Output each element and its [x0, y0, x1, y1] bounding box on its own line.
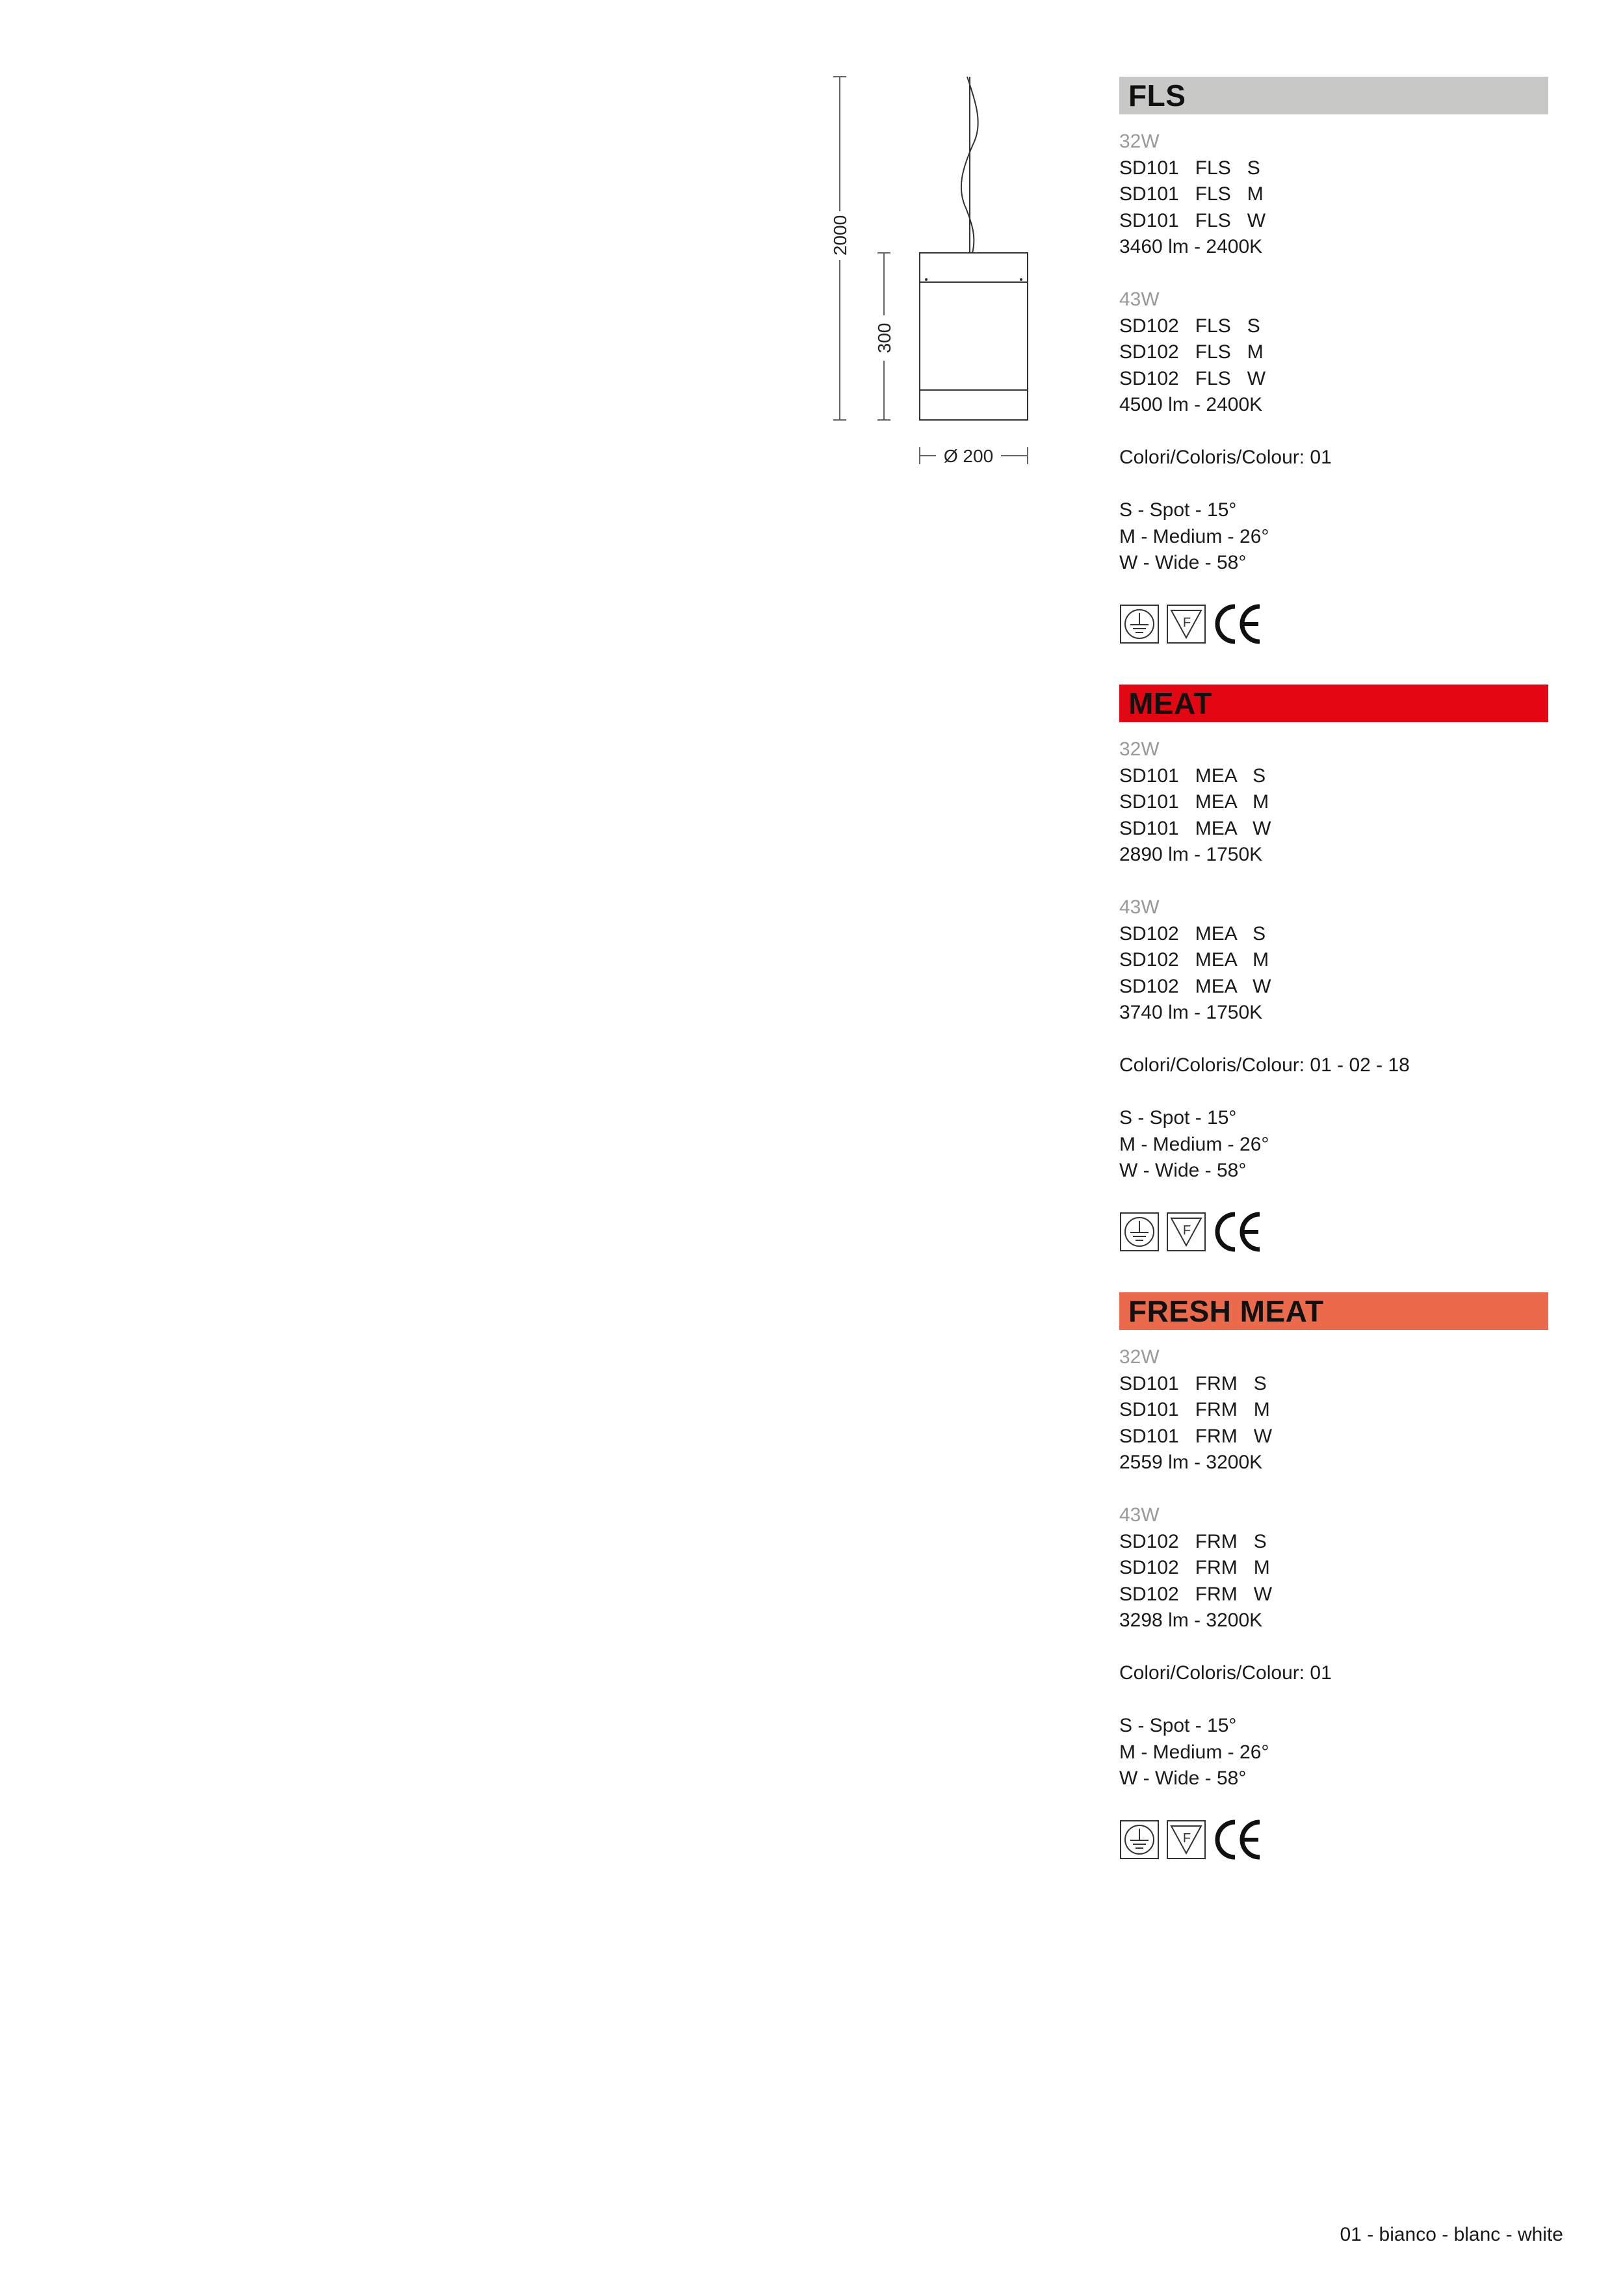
- ce-mark-icon: [1213, 603, 1262, 646]
- product-code: SD101 FRM S: [1119, 1372, 1267, 1394]
- section-body: [1119, 722, 1548, 1253]
- colour-legend: 01 - bianco - blanc - white: [1340, 2224, 1563, 2245]
- wattage-43w: 43W: [1119, 896, 1160, 918]
- section-body: [1119, 1330, 1548, 1861]
- lumen-output: 3740 lm - 1750K: [1119, 1002, 1263, 1023]
- section-fresh-meat: [1119, 1292, 1548, 1861]
- certification-icons: [1119, 603, 1548, 646]
- product-code: SD102 FRM S: [1119, 1530, 1267, 1552]
- section-header-meat: [1119, 685, 1548, 722]
- beam-angle: W - Wide - 58°: [1119, 1160, 1247, 1181]
- product-code: SD101 FRM M: [1119, 1399, 1270, 1420]
- lamp-body: [920, 253, 1028, 420]
- product-code: SD102 FRM W: [1119, 1583, 1273, 1605]
- product-code: SD101 FLS S: [1119, 157, 1260, 179]
- lumen-output: 2890 lm - 1750K: [1119, 844, 1263, 865]
- lumen-output: 3460 lm - 2400K: [1119, 236, 1263, 257]
- ce-mark-icon: [1213, 1818, 1262, 1861]
- product-code: SD102 MEA M: [1119, 949, 1269, 971]
- certification-icons: [1119, 1818, 1548, 1861]
- section-title: FLS: [1128, 79, 1186, 112]
- product-code: SD101 MEA M: [1119, 791, 1269, 813]
- beam-angle: M - Medium - 26°: [1119, 1741, 1269, 1763]
- product-code: SD101 MEA S: [1119, 764, 1266, 787]
- beam-angle: M - Medium - 26°: [1119, 525, 1269, 547]
- colour-options: Colori/Coloris/Colour: 01: [1119, 447, 1332, 468]
- section-title: MEAT: [1128, 686, 1212, 720]
- body-height-label: 300: [874, 322, 894, 354]
- section-body: [1119, 114, 1548, 646]
- body-height-dimension: [874, 253, 894, 420]
- product-code: SD101 MEA W: [1119, 817, 1271, 839]
- wattage-32w: 32W: [1119, 131, 1160, 152]
- beam-angle: S - Spot - 15°: [1119, 1107, 1237, 1128]
- section-header-fls: [1119, 77, 1548, 114]
- wattage-32w: 32W: [1119, 1346, 1160, 1368]
- height-label: 2000: [830, 215, 850, 256]
- section-fls: [1119, 77, 1548, 646]
- ce-mark-icon: [1213, 1210, 1262, 1253]
- product-code: SD102 MEA S: [1119, 922, 1266, 945]
- height-dimension: [830, 77, 850, 420]
- beam-angle: M - Medium - 26°: [1119, 1133, 1269, 1155]
- svg-text:F: F: [1182, 1831, 1191, 1846]
- lumen-output: 3298 lm - 3200K: [1119, 1610, 1263, 1631]
- colour-options: Colori/Coloris/Colour: 01 - 02 - 18: [1119, 1054, 1410, 1076]
- f-mark-icon: [1166, 604, 1206, 644]
- product-code: SD102 MEA W: [1119, 975, 1271, 997]
- beam-angle: S - Spot - 15°: [1119, 499, 1237, 521]
- wattage-43w: 43W: [1119, 289, 1160, 310]
- product-code: SD101 FLS W: [1119, 209, 1266, 231]
- lumen-output: 2559 lm - 3200K: [1119, 1452, 1263, 1473]
- lumen-output: 4500 lm - 2400K: [1119, 394, 1263, 415]
- certification-icons: [1119, 1210, 1548, 1253]
- product-dimension-drawing: [806, 65, 1066, 494]
- product-code: SD102 FLS W: [1119, 367, 1266, 389]
- product-code: SD102 FLS S: [1119, 315, 1260, 337]
- svg-text:F: F: [1182, 615, 1191, 630]
- svg-text:F: F: [1182, 1223, 1191, 1238]
- wattage-43w: 43W: [1119, 1504, 1160, 1526]
- diameter-dimension: [920, 446, 1028, 466]
- section-title: FRESH MEAT: [1128, 1294, 1324, 1328]
- f-mark-icon: [1166, 1212, 1206, 1252]
- earth-ground-icon: [1119, 1212, 1160, 1252]
- f-mark-icon: [1166, 1820, 1206, 1860]
- beam-angle: W - Wide - 58°: [1119, 552, 1247, 573]
- product-code: SD102 FLS M: [1119, 341, 1264, 363]
- earth-ground-icon: [1119, 1820, 1160, 1860]
- beam-angle: W - Wide - 58°: [1119, 1768, 1247, 1789]
- product-code: SD101 FLS M: [1119, 183, 1264, 205]
- product-code: SD101 FRM W: [1119, 1425, 1273, 1447]
- section-header-fresh-meat: [1119, 1292, 1548, 1330]
- colour-options: Colori/Coloris/Colour: 01: [1119, 1662, 1332, 1684]
- wattage-32w: 32W: [1119, 738, 1160, 760]
- beam-angle: S - Spot - 15°: [1119, 1715, 1237, 1736]
- product-code: SD102 FRM M: [1119, 1557, 1270, 1578]
- diameter-label: Ø 200: [943, 446, 994, 466]
- earth-ground-icon: [1119, 604, 1160, 644]
- section-meat: [1119, 685, 1548, 1253]
